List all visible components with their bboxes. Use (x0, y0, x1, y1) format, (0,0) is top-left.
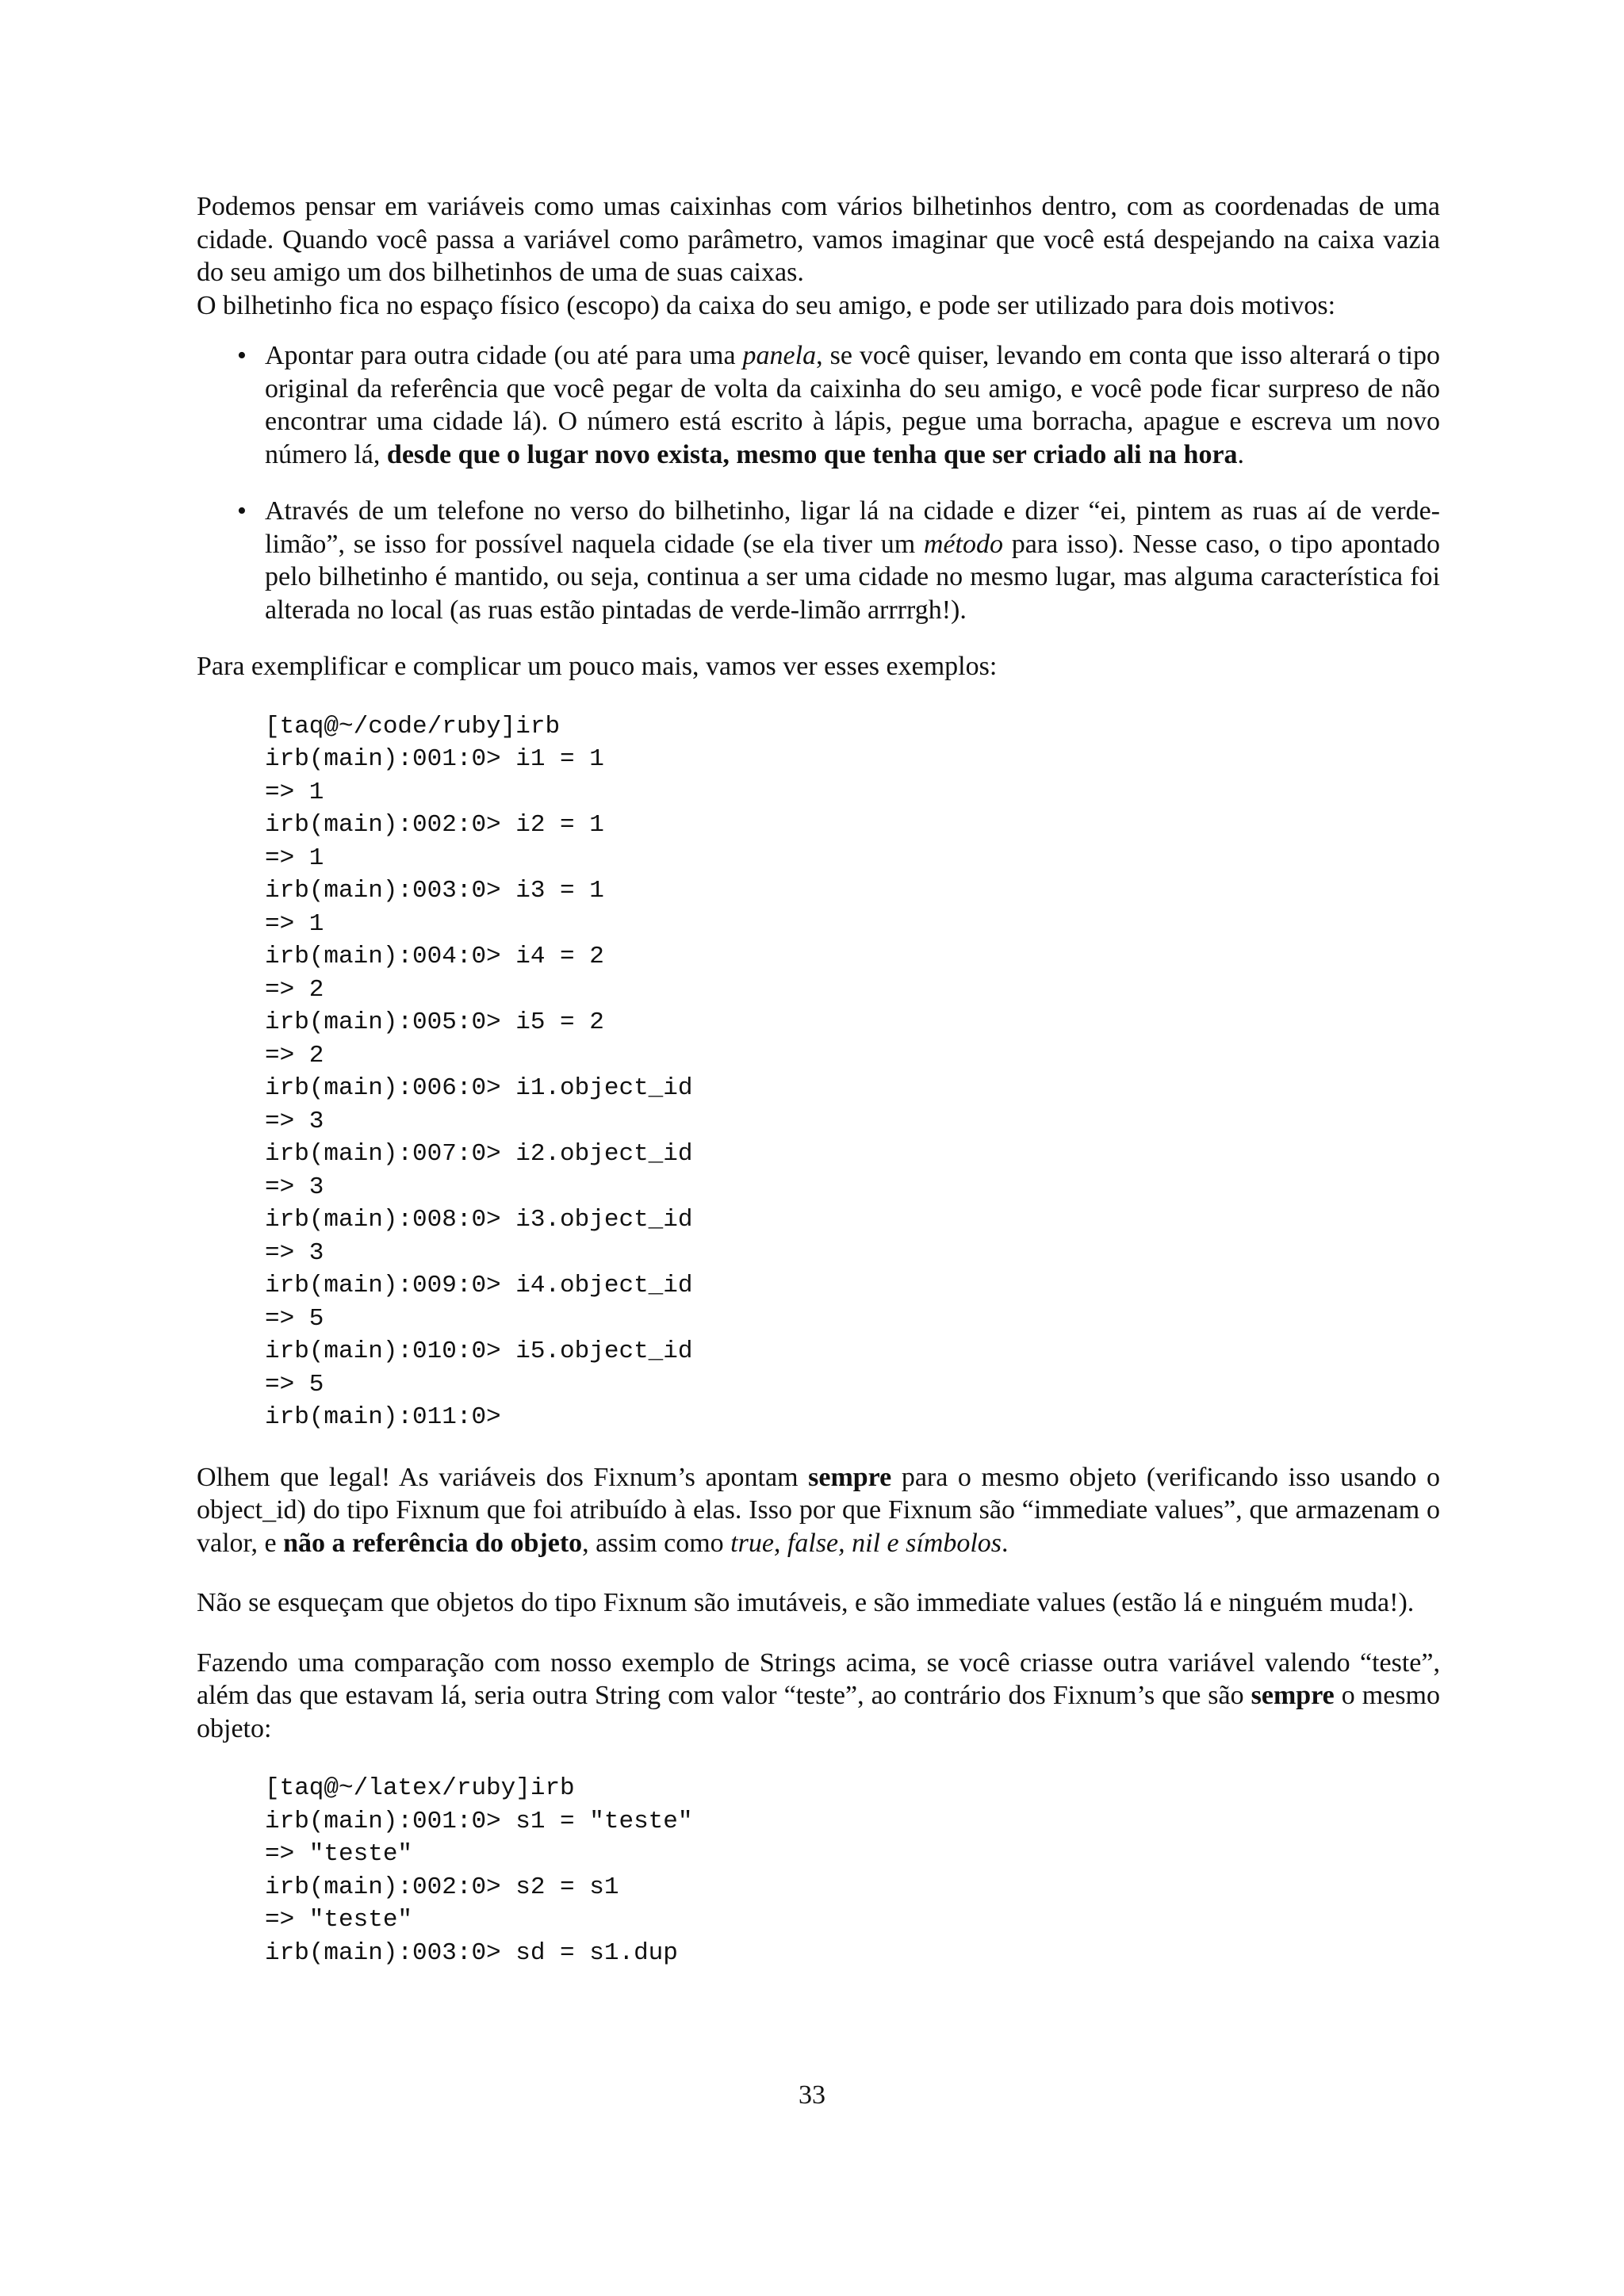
code-line: => 3 (265, 1238, 324, 1267)
code-line: => 2 (265, 1041, 324, 1070)
paragraph-fixnum (197, 1461, 1440, 1560)
page-number: 33 (799, 2080, 825, 2110)
code-line: irb(main):006:0> i1.object_id (265, 1074, 693, 1102)
code-line: => 1 (265, 844, 324, 872)
code-line: irb(main):001:0> s1 = "teste" (265, 1807, 693, 1835)
code-line: irb(main):007:0> i2.object_id (265, 1140, 693, 1168)
bullet-text: Através de um telefone no verso do bilhetinho, ligar lá na cidade e dizer “ei, pintem as ruas aí de verde-limão”, se isso for possível naquela cidade (se ela tiver um (265, 496, 1440, 559)
paragraph-caixinhas: Podemos pensar em variáveis como umas caixinhas com vários bilhetinhos dentro, com as coordenadas de uma cidade. Quando você passa a variável como parâmetro, vamos imaginar que você está despejando na caixa vazia do seu amigo um dos bilhetinhos de uma de suas caixas. (197, 192, 1440, 287)
text-run: Olhem que legal! As variáveis dos Fixnum’s apontam (197, 1462, 809, 1492)
bullet-text: , se você quiser, levando em conta que isso alterará o tipo original da referência que você pegar de volta da caixinha do seu amigo, e você pode ficar surpreso de não encontrar uma cidade lá). O número está escrito à lápis, pegue uma borracha, apague e escreva um novo número lá, (265, 341, 1440, 469)
code-line: irb(main):008:0> i3.object_id (265, 1206, 693, 1234)
bullet-icon: • (237, 341, 247, 370)
paragraph-escopo: O bilhetinho fica no espaço físico (escopo) da caixa do seu amigo, e pode ser utilizado para dois motivos: (197, 290, 1336, 320)
code-line: irb(main):002:0> i2 = 1 (265, 811, 604, 839)
italic-run: true, false, nil e símbolos (730, 1528, 1002, 1558)
list-item (237, 495, 1440, 626)
code-line: [taq@~/code/ruby]irb (265, 712, 561, 740)
bold-run: sempre (1251, 1681, 1335, 1710)
text-run: , assim como (582, 1528, 731, 1558)
code-line: [taq@~/latex/ruby]irb (265, 1774, 575, 1802)
text-run: . (1002, 1528, 1009, 1558)
bold-run: não a referência do objeto (283, 1528, 583, 1558)
text-run: o mesmo objeto: (197, 1681, 1441, 1743)
code-line: => "teste" (265, 1840, 413, 1868)
bullet-text: para isso). Nesse caso, o tipo apontado pelo bilhetinho é mantido, ou seja, continua a ser uma cidade no mesmo lugar, mas alguma característica foi alterada no local (as ruas estão pintadas de verde-limão arrrrgh!). (265, 529, 1440, 625)
code-block-strings (265, 1772, 1440, 1969)
code-line: => 3 (265, 1173, 324, 1201)
code-line: => 1 (265, 778, 324, 806)
code-line: => 1 (265, 909, 324, 938)
paragraph-imutaveis: Não se esqueçam que objetos do tipo Fixnum são imutáveis, e são immediate values (estão lá e ninguém muda!). (197, 1588, 1415, 1617)
code-line: => 2 (265, 975, 324, 1004)
code-line: irb(main):005:0> i5 = 2 (265, 1008, 604, 1036)
code-line: irb(main):001:0> i1 = 1 (265, 745, 604, 773)
code-block-fixnum (265, 710, 1440, 1434)
bullet-icon: • (237, 496, 247, 526)
code-line: irb(main):003:0> sd = s1.dup (265, 1938, 678, 1967)
code-line: irb(main):004:0> i4 = 2 (265, 943, 604, 970)
text-run: para o mesmo objeto (verificando isso usando o object_id) do tipo Fixnum que foi atribuído à elas. Isso por que Fixnum são “immediate values”, que armazenam o valor, e (197, 1462, 1440, 1558)
text-run: Fazendo uma comparação com nosso exemplo de Strings acima, se você criasse outra variável valendo “teste”, além das que estavam lá, seria outra String com valor “teste”, ao contrário dos Fixnum’s que são (197, 1647, 1440, 1710)
bullet-bold: desde que o lugar novo exista, mesmo que tenha que ser criado ali na hora (386, 439, 1238, 469)
bullet-list (197, 339, 1440, 626)
code-line: irb(main):002:0> s2 = s1 (265, 1873, 619, 1901)
bullet-text: . (1237, 439, 1245, 469)
code-line: irb(main):009:0> i4.object_id (265, 1272, 693, 1299)
code-line: irb(main):003:0> i3 = 1 (265, 877, 604, 905)
bullet-italic: método (923, 529, 1003, 559)
list-item (237, 339, 1440, 471)
code-line: => 5 (265, 1304, 324, 1333)
code-line: => 3 (265, 1107, 324, 1135)
code-line: irb(main):010:0> i5.object_id (265, 1337, 693, 1365)
bullet-text: Apontar para outra cidade (ou até para uma (265, 341, 743, 370)
bullet-italic: panela (742, 341, 817, 370)
paragraph-strings (197, 1647, 1440, 1746)
bold-run: sempre (808, 1462, 892, 1492)
code-line: => "teste" (265, 1906, 413, 1934)
code-line: => 5 (265, 1370, 324, 1399)
paragraph-exemplos-intro: Para exemplificar e complicar um pouco mais, vamos ver esses exemplos: (197, 652, 998, 681)
page-body (197, 190, 1440, 1969)
code-line: irb(main):011:0> (265, 1403, 501, 1431)
